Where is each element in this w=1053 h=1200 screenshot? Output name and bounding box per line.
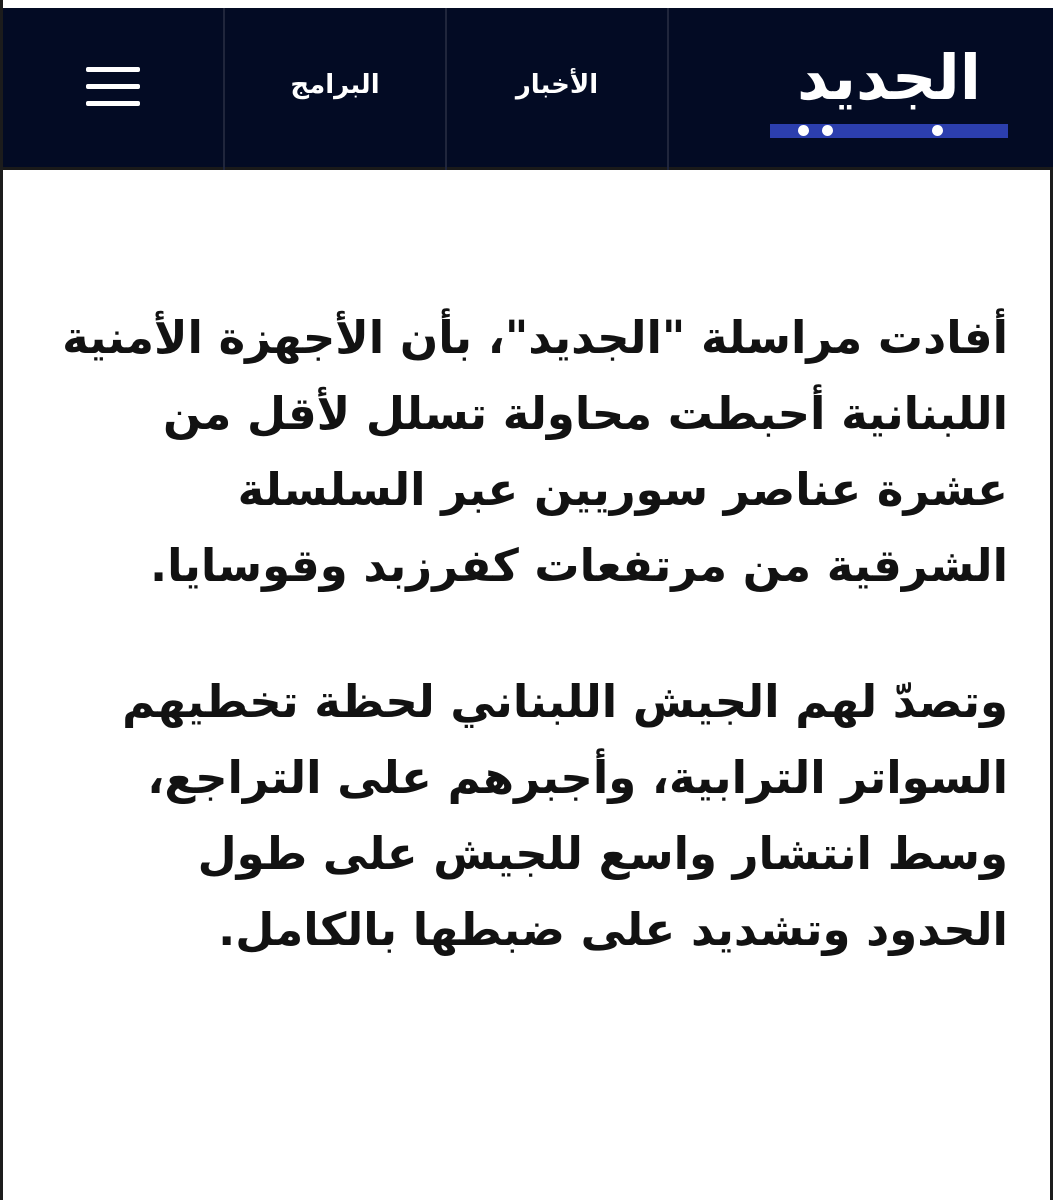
nav-item-news-label: الأخبار	[515, 70, 599, 100]
nav-item-news[interactable]	[447, 8, 669, 170]
brand-logo[interactable]	[770, 41, 1008, 138]
logo-dot	[932, 125, 943, 136]
top-strip	[3, 0, 1053, 8]
menu-button[interactable]	[3, 8, 225, 170]
hamburger-menu-icon[interactable]	[86, 67, 140, 107]
logo-link[interactable]	[669, 8, 1053, 170]
nav-item-programs[interactable]	[225, 8, 447, 170]
top-navbar	[3, 8, 1053, 170]
logo-dot	[822, 125, 833, 136]
article-paragraph: أفادت مراسلة "الجديد"، بأن الأجهزة الأمنية اللبنانية أحبطت محاولة تسلل لأقل من عشرة عناصر سوريين عبر السلسلة الشرقية من مرتفعات كفرزبد وقوسايا.	[62, 311, 1008, 592]
nav-item-programs-label: البرامج	[290, 70, 380, 100]
brand-logo-text: الجديد	[796, 41, 982, 114]
logo-dot	[798, 125, 809, 136]
article-paragraph: وتصدّ لهم الجيش اللبناني لحظة تخطيهم السواتر الترابية، وأجبرهم على التراجع، وسط انتشار واسع للجيش على طول الحدود وتشديد على ضبطها بالكامل.	[122, 675, 1008, 956]
article-body	[53, 300, 1008, 968]
